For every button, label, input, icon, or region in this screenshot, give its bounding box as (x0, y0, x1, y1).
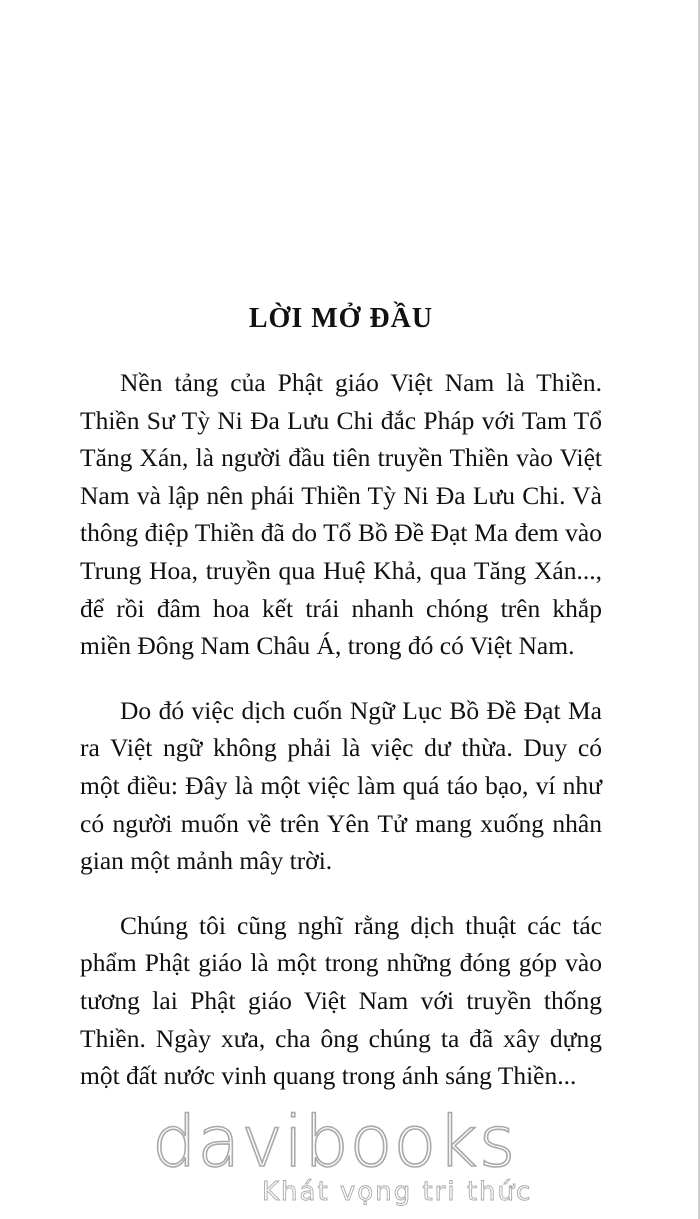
watermark-tagline: Khát vọng tri thức (262, 1177, 533, 1207)
watermark-brand: davibooks (152, 1101, 517, 1183)
paragraph-1: Nền tảng của Phật giáo Việt Nam là Thiền. Thiền Sư Tỳ Ni Đa Lưu Chi đắc Pháp với Tam Tổ Tăng Xán, là người đầu tiên truyền Thiền vào Việt Nam và lập nên phái Thiền Tỳ Ni Đa Lưu Chi. Và thông điệp Thiền đã do Tổ Bồ Đề Đạt Ma đem vào Trung Hoa, truyền qua Huệ Khả, qua Tăng Xán..., để rồi đâm hoa kết trái nhanh chóng trên khắp miền Đông Nam Châu Á, trong đó có Việt Nam. (80, 368, 602, 661)
paragraph-2: Do đó việc dịch cuốn Ngữ Lục Bồ Đề Đạt Ma ra Việt ngữ không phải là việc dư thừa. Duy có một điều: Đây là một việc làm quá táo bạo, ví như có người muốn về trên Yên Tử mang xuống nhân gian một mảnh mây trời. (80, 695, 602, 876)
paragraph-3: Chúng tôi cũng nghĩ rằng dịch thuật các tác phẩm Phật giáo là một trong những đóng góp vào tương lai Phật giáo Việt Nam với truyền thống Thiền. Ngày xưa, cha ông chúng ta đã xây dựng một đất nước vinh quang trong ánh sáng Thiền... (80, 910, 602, 1091)
watermark (0, 1101, 700, 1219)
body-text (80, 364, 602, 1122)
page-title: LỜI MỞ ĐẦU (248, 302, 434, 334)
page-content (80, 0, 602, 1219)
